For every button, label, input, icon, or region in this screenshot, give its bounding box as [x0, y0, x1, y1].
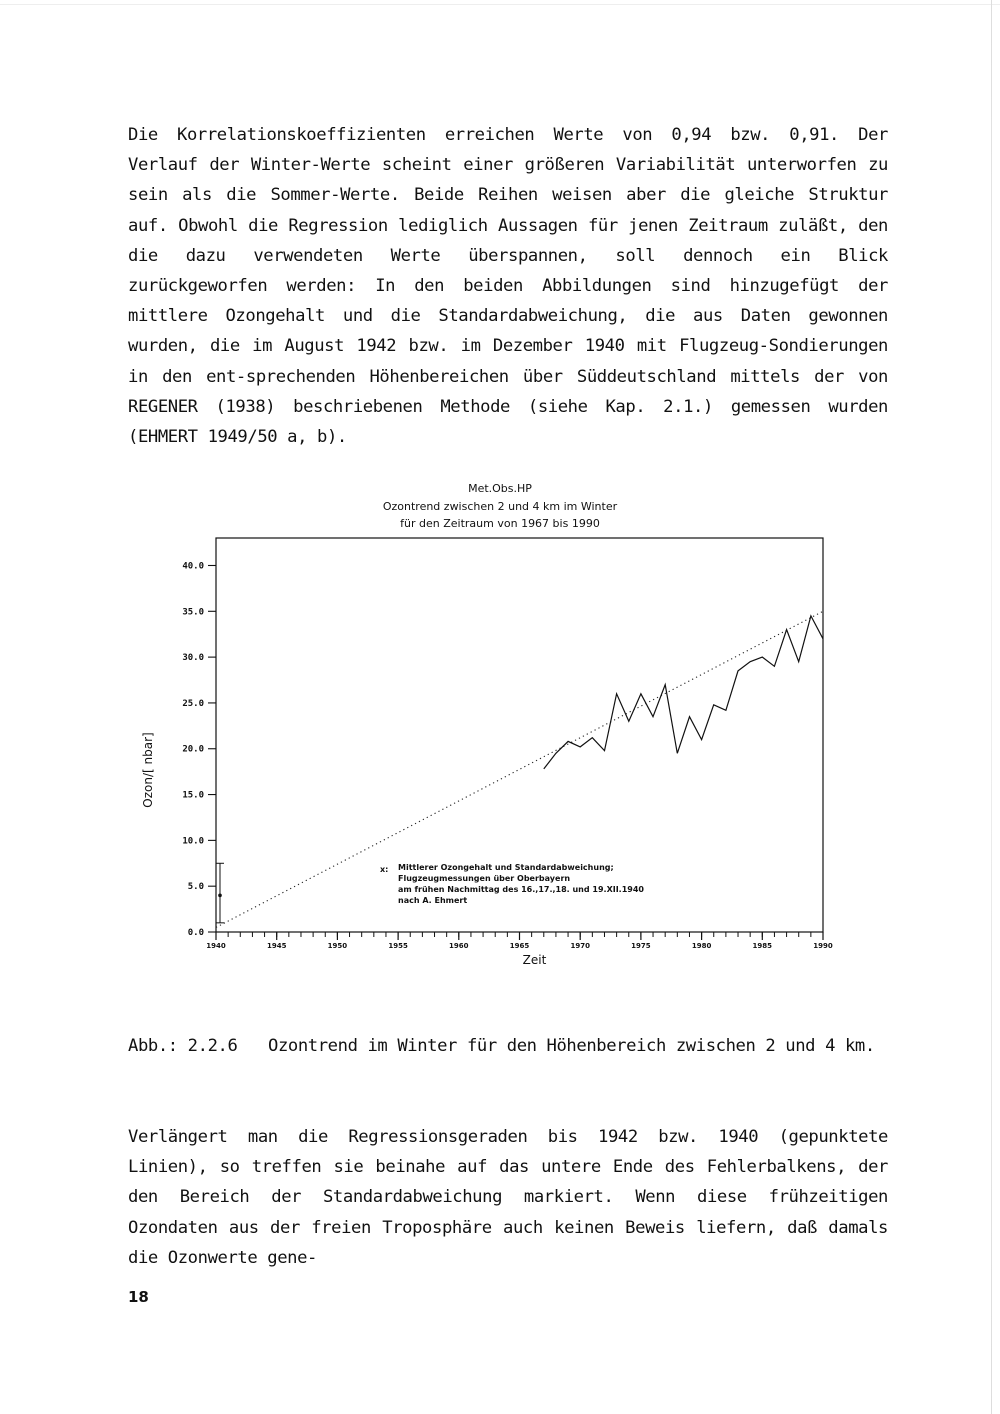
y-axis-ticks	[182, 561, 216, 938]
y-tick-label: 0.0	[187, 928, 204, 938]
legend-marker: x:	[380, 865, 389, 874]
legend-line-3: am frühen Nachmittag des 16.,17.,18. und 19.XII.1940	[398, 885, 644, 894]
y-axis-label: Ozon/[ nbar]	[141, 732, 155, 808]
x-axis-label: Zeit	[522, 953, 547, 967]
y-tick-label: 30.0	[182, 653, 204, 664]
x-tick-label: 1945	[266, 942, 287, 950]
y-tick-label: 35.0	[182, 607, 204, 618]
legend-line-2: Flugzeugmessungen über Oberbayern	[398, 874, 571, 883]
scan-right-edge	[991, 0, 992, 1414]
x-tick-label: 1940	[206, 942, 226, 950]
error-bar-mean-point	[218, 894, 222, 898]
ozone-trend-chart	[130, 470, 850, 980]
paragraph-intro: Die Korrelationskoeffizienten erreichen Werte von 0,94 bzw. 0,91. Der Verlauf der Winter-Werte scheint einer größeren Variabilität unterworfen zu sein als die Sommer-Werte. Beide Reihen weisen aber die gleiche Struktur auf. Obwohl die Regression lediglich Aussagen für jenen Zeitraum zuläßt, den die dazu verwendeten Werte überspannen, soll dennoch ein Blick zurückgeworfen werden: In den beiden Abbildungen sind hinzugefügt der mittlere Ozongehalt und die Standardabweichung, die aus Daten gewonnen wurden, die im August 1942 bzw. im Dezember 1940 mit Flugzeug-Sondierungen in den ent-sprechenden Höhenbereichen über Süddeutschland mittels der von REGENER (1938) beschriebenen Methode (siehe Kap. 2.1.) gemessen wurden (EHMERT 1949/50 a, b).	[128, 125, 888, 448]
y-tick-label: 20.0	[182, 744, 204, 755]
x-tick-label: 1950	[327, 942, 348, 950]
legend-line-4: nach A. Ehmert	[398, 896, 468, 905]
chart-title-line-3: für den Zeitraum von 1967 bis 1990	[400, 517, 600, 530]
scan-top-edge	[0, 4, 1000, 5]
chart-legend	[380, 863, 644, 905]
x-tick-label: 1960	[449, 942, 469, 950]
x-tick-label: 1990	[813, 942, 833, 950]
x-axis-ticks	[206, 932, 833, 950]
y-tick-label: 15.0	[182, 790, 204, 801]
paragraph-conclusion: Verlängert man die Regressionsgeraden bis 1942 bzw. 1940 (gepunktete Linien), so treffen sie beinahe auf das untere Ende des Fehlerbalkens, der den Bereich der Standardabweichung markiert. Wenn diese frühzeitigen Ozondaten aus der freien Troposphäre auch keinen Beweis liefern, daß damals die Ozonwerte gene-	[128, 1127, 888, 1268]
x-tick-label: 1975	[631, 942, 651, 950]
figure-caption-text: Ozontrend im Winter für den Höhenbereich zwischen 2 und 4 km.	[268, 1036, 875, 1056]
error-bar-1940	[216, 863, 224, 923]
plot-frame	[216, 538, 823, 932]
x-tick-label: 1985	[752, 942, 773, 950]
x-tick-label: 1955	[388, 942, 408, 950]
x-tick-label: 1965	[509, 942, 530, 950]
y-tick-label: 10.0	[182, 836, 204, 847]
chart-title-line-2: Ozontrend zwischen 2 und 4 km im Winter	[382, 500, 618, 513]
x-tick-label: 1970	[570, 942, 590, 950]
figure-caption-label: Abb.: 2.2.6	[128, 1036, 238, 1056]
y-tick-label: 40.0	[182, 561, 204, 572]
series-winter-line	[544, 616, 823, 769]
figure-caption	[128, 1032, 908, 1060]
chart-title-line-1: Met.Obs.HP	[468, 482, 532, 495]
y-tick-label: 5.0	[187, 882, 204, 893]
x-tick-label: 1980	[691, 942, 712, 950]
page-number: 18	[128, 1288, 149, 1306]
y-tick-label: 25.0	[182, 698, 204, 709]
legend-line-1: Mittlerer Ozongehalt und Standardabweichung;	[398, 863, 614, 872]
